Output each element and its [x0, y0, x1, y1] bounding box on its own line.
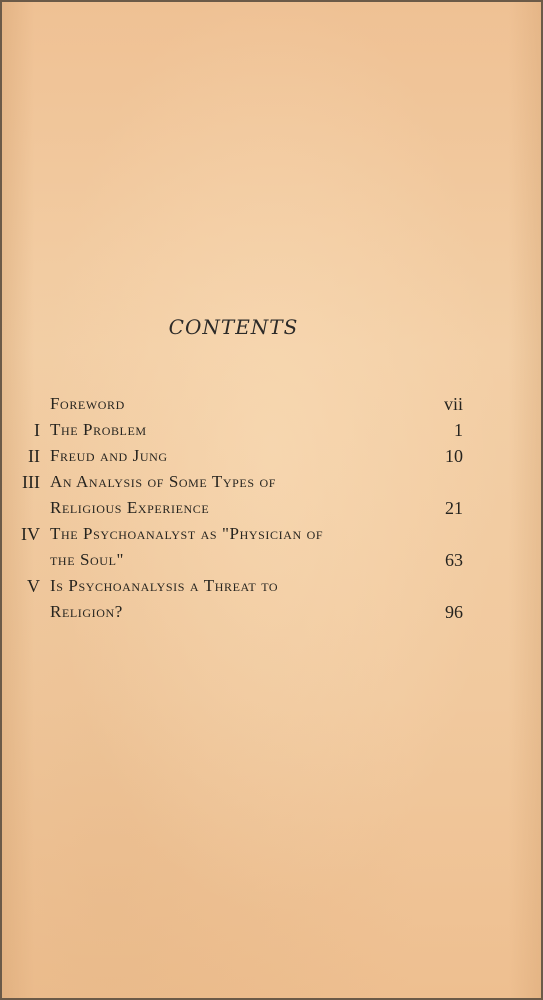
toc-entry-chapter-3-continued: [2, 496, 543, 522]
toc-entry-chapter-1: [2, 418, 543, 444]
chapter-title-line-2: the Soul": [50, 550, 125, 569]
chapter-title-line-1: An Analysis of Some Types of: [50, 472, 277, 491]
chapter-title: The Problem: [50, 420, 147, 439]
toc-entry-chapter-4-continued: [2, 548, 543, 574]
chapter-number: I: [34, 420, 40, 440]
page-number: 63: [445, 550, 463, 570]
table-of-contents: [2, 392, 543, 626]
page-number: 21: [445, 498, 463, 518]
toc-entry-chapter-2: [2, 444, 543, 470]
page-number: vii: [443, 394, 463, 414]
chapter-title-line-2: Religious Experience: [50, 498, 210, 517]
chapter-title: Foreword: [50, 394, 125, 413]
contents-heading: CONTENTS: [168, 315, 299, 339]
chapter-number: IV: [21, 524, 40, 544]
chapter-title-line-2: Religion?: [50, 602, 123, 621]
toc-entry-chapter-4: [2, 522, 543, 548]
chapter-number: V: [27, 576, 40, 596]
page-number: 1: [454, 420, 463, 440]
chapter-title-line-1: Is Psychoanalysis a Threat to: [50, 576, 279, 595]
toc-entry-chapter-5-continued: [2, 600, 543, 626]
toc-entry-chapter-5: [2, 574, 543, 600]
toc-entry-foreword: [2, 392, 543, 418]
chapter-number: II: [28, 446, 40, 466]
page-number: 96: [445, 602, 463, 622]
chapter-number: III: [22, 472, 40, 492]
toc-entry-chapter-3: [2, 470, 543, 496]
chapter-title: Freud and Jung: [50, 446, 168, 465]
chapter-title-line-1: The Psychoanalyst as "Physician of: [50, 524, 324, 543]
page-number: 10: [445, 446, 463, 466]
